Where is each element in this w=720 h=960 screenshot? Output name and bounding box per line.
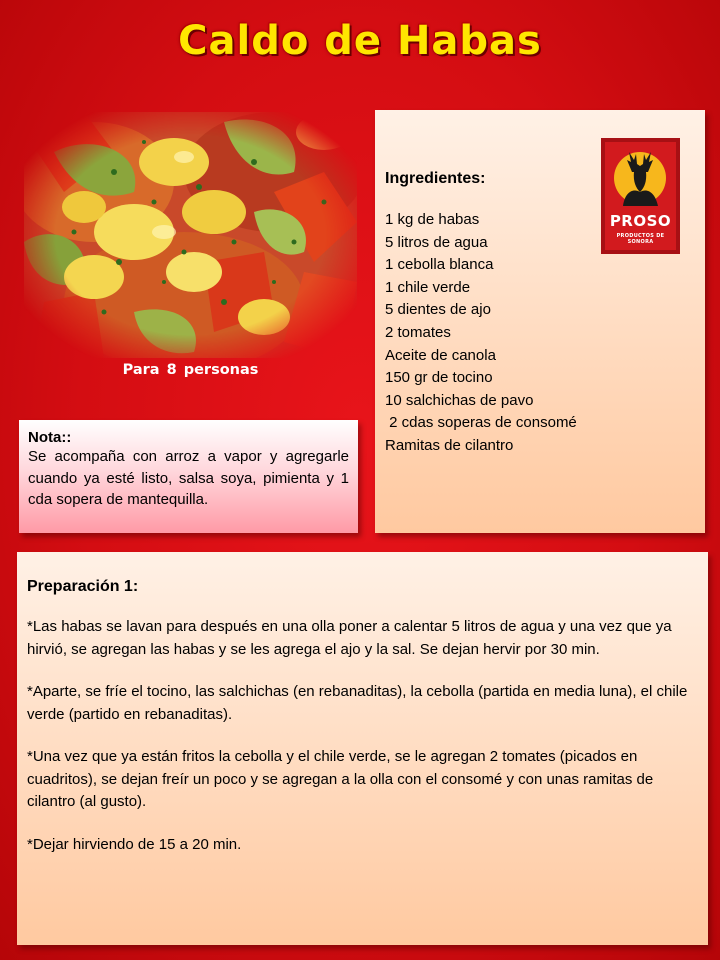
ingredient-item: 1 kg de habas <box>385 211 480 228</box>
proso-logo <box>601 138 680 254</box>
logo-name: PROSO <box>609 212 672 230</box>
ingredient-item: 1 cebolla blanca <box>385 256 494 274</box>
deer-head-icon <box>605 142 676 212</box>
preparation-step: *Las habas se lavan para después en una olla poner a calentar 5 litros de agua y una vez que ya hirvió, se agregan las habas y se les agrega el ajo y la sal. Se dejan hervir por 30 min. <box>27 618 672 658</box>
preparation-card <box>17 552 708 945</box>
ingredient-item: Ramitas de cilantro <box>385 436 514 454</box>
logo-subtitle: PRODUCTOS DE SONORA <box>616 233 665 245</box>
ingredient-item: 150 gr de tocino <box>385 369 493 387</box>
preparation-step: *Dejar hirviendo de 15 a 20 min. <box>27 835 242 853</box>
recipe-title: Caldo de Habas <box>178 18 542 64</box>
ingredient-item: 1 chile verde <box>385 278 471 296</box>
bean-stew-photo <box>24 112 357 358</box>
note-text: Se acompaña con arroz a vapor y agregarle cuando ya esté listo, salsa soya, pimienta y 1 cda sopera de mantequilla. <box>28 448 349 508</box>
servings-caption: Para 8 personas <box>122 362 259 378</box>
preparation-step: *Una vez que ya están fritos la cebolla y el chile verde, se le agregan 2 tomates (picados en cuadritos), se dejan freír un poco y se agregan a la olla con el consomé y con unas ramitas de cilantro (al gusto). <box>27 748 654 810</box>
ingredient-item: 2 tomates <box>385 323 451 341</box>
ingredient-item: 5 dientes de ajo <box>385 301 491 319</box>
ingredients-card <box>375 110 705 533</box>
preparation-heading: Preparación 1: <box>27 578 139 595</box>
ingredient-item: Aceite de canola <box>385 346 496 364</box>
note-card <box>19 420 358 533</box>
ingredient-item: 10 salchichas de pavo <box>385 391 534 409</box>
preparation-step: *Aparte, se fríe el tocino, las salchichas (en rebanaditas), la cebolla (partida en media luna), el chile verde (partido en rebanaditas). <box>27 683 688 723</box>
ingredients-heading: Ingredientes: <box>385 170 486 187</box>
ingredient-item: 5 litros de agua <box>385 233 488 251</box>
note-heading: Nota:: <box>28 429 72 446</box>
ingredient-item: 2 cdas soperas de consomé <box>385 414 577 432</box>
